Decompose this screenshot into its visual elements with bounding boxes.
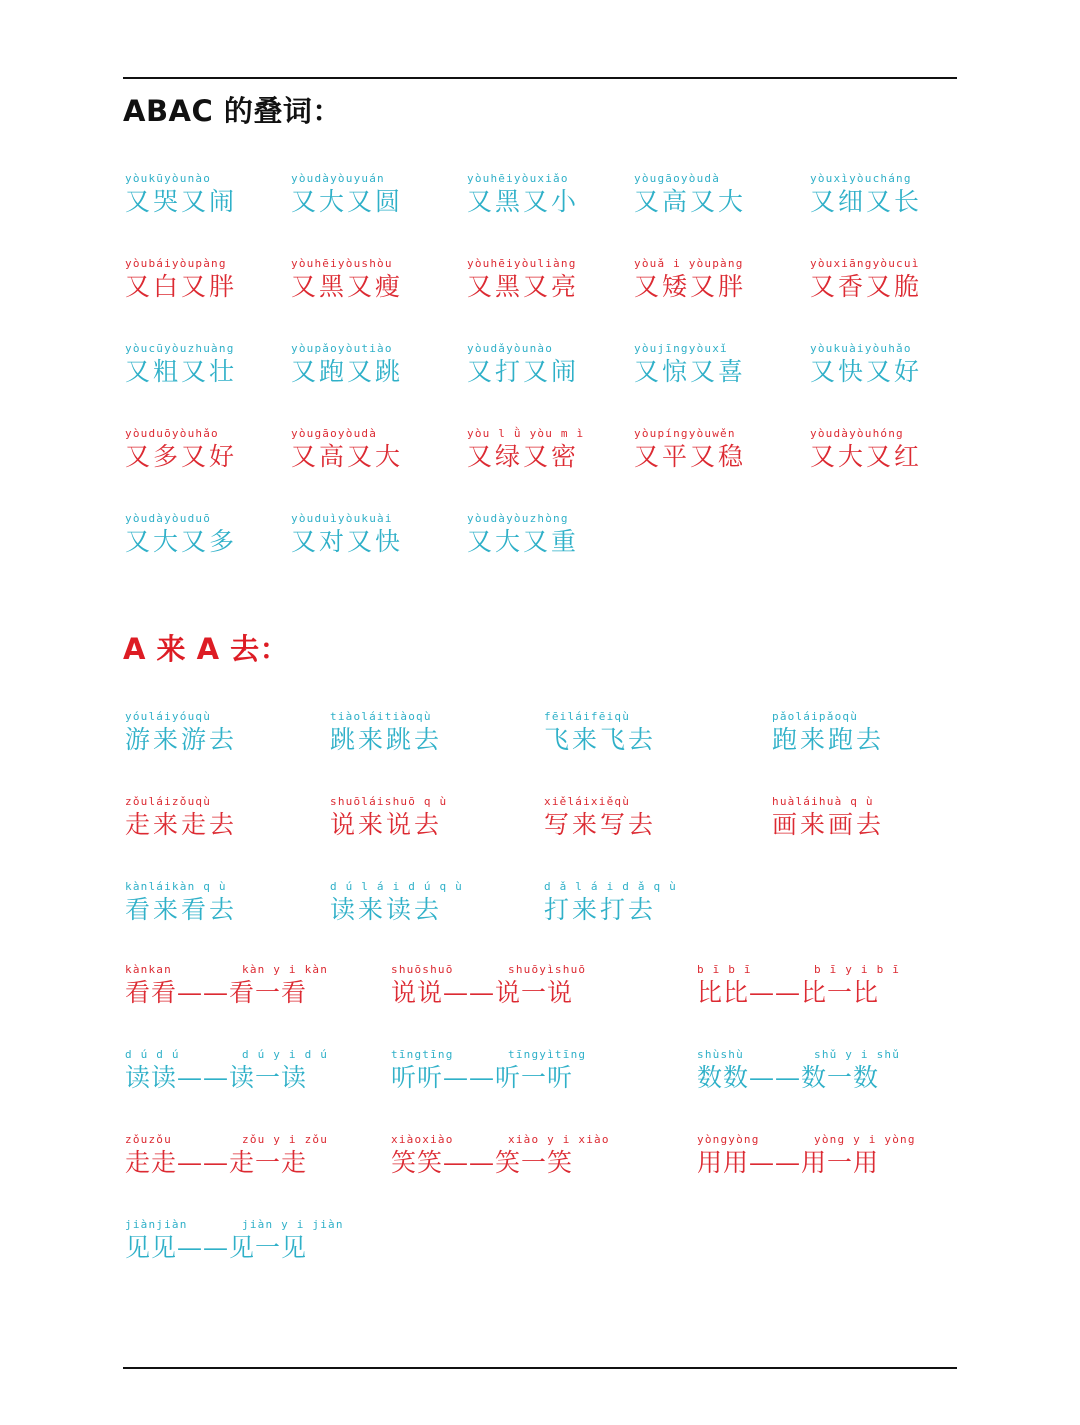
word-text: 又细又长 — [810, 187, 923, 216]
word-text: 又高又大 — [634, 187, 747, 216]
pinyin-label: shǔ y i shǔ — [814, 1048, 901, 1061]
pinyin-label: yòukuàiyòuhǎo — [810, 342, 912, 355]
word-text: 说说——说一说 — [391, 978, 574, 1007]
word-text: 游来游去 — [125, 725, 238, 754]
pinyin-label: kàn y i kàn — [242, 963, 329, 976]
word-text: 又粗又壮 — [125, 357, 238, 386]
word-text: 又打又闹 — [467, 357, 580, 386]
pinyin-label: yòudàyòuzhòng — [467, 512, 569, 525]
word-item — [330, 880, 570, 925]
word-item — [330, 710, 570, 755]
pinyin-label: yòuhēiyòuxiǎo — [467, 172, 569, 185]
pinyin-label: tīngtīng — [391, 1048, 454, 1061]
word-text: 打来打去 — [544, 895, 657, 924]
word-text: 笑笑——笑一笑 — [391, 1148, 574, 1177]
pinyin-label: zǒuláizǒuqù — [125, 795, 212, 808]
pinyin-label: d ú d ú — [125, 1048, 180, 1061]
word-text: 画来画去 — [772, 810, 885, 839]
pinyin-label: yòu l ǜ yòu m ì — [467, 427, 585, 440]
word-text: 用用——用一用 — [697, 1148, 880, 1177]
pinyin-label: tiàoláitiàoqù — [330, 710, 432, 723]
section1-heading: ABAC 的叠词： — [123, 94, 342, 128]
top-rule — [123, 77, 957, 79]
word-text: 走走——走一走 — [125, 1148, 308, 1177]
word-text: 走来走去 — [125, 810, 238, 839]
word-text: 又大又重 — [467, 527, 580, 556]
word-pair — [391, 963, 691, 1023]
word-text: 又黑又亮 — [467, 272, 580, 301]
word-pair — [125, 1133, 425, 1193]
word-item — [467, 512, 707, 557]
word-pair — [697, 1048, 997, 1108]
pinyin-label: d ú y i d ú — [242, 1048, 329, 1061]
word-item — [330, 795, 570, 840]
pinyin-label: yòuhēiyòuliàng — [467, 257, 577, 270]
pinyin-label: tīngyìtīng — [508, 1048, 587, 1061]
pinyin-label: b ī y i b ī — [814, 963, 901, 976]
pinyin-label: fēiláifēiqù — [544, 710, 631, 723]
word-pair — [697, 963, 997, 1023]
pinyin-label: shùshù — [697, 1048, 744, 1061]
word-text: 见见——见一见 — [125, 1233, 308, 1262]
word-text: 数数——数一数 — [697, 1063, 880, 1092]
word-pair — [125, 963, 425, 1023]
word-text: 又黑又瘦 — [291, 272, 404, 301]
word-pair — [125, 1218, 425, 1278]
pinyin-label: yòugāoyòudà — [291, 427, 378, 440]
word-text: 又对又快 — [291, 527, 404, 556]
pinyin-label: yòudàyòuduō — [125, 512, 212, 525]
word-item — [772, 710, 1012, 755]
word-text: 又黑又小 — [467, 187, 580, 216]
pinyin-label: yóuláiyóuqù — [125, 710, 212, 723]
word-item — [125, 710, 365, 755]
pinyin-label: kànkan — [125, 963, 172, 976]
word-text: 看来看去 — [125, 895, 238, 924]
pinyin-label: jiànjiàn — [125, 1218, 188, 1231]
word-text: 跳来跳去 — [330, 725, 443, 754]
word-text: 听听——听一听 — [391, 1063, 574, 1092]
word-text: 比比——比一比 — [697, 978, 880, 1007]
pinyin-label: zǒuzǒu — [125, 1133, 172, 1146]
pinyin-label: yòukūyòunào — [125, 172, 212, 185]
word-item — [544, 795, 784, 840]
pinyin-label: pǎoláipǎoqù — [772, 710, 859, 723]
word-text: 又香又脆 — [810, 272, 923, 301]
pinyin-label: shuōyìshuō — [508, 963, 587, 976]
word-text: 又大又多 — [125, 527, 238, 556]
word-pair — [697, 1133, 997, 1193]
word-item — [810, 257, 1050, 302]
section2-heading: A 来 A 去： — [123, 632, 290, 666]
pinyin-label: yòng y i yòng — [814, 1133, 916, 1146]
word-pair — [125, 1048, 425, 1108]
word-text: 又快又好 — [810, 357, 923, 386]
pinyin-label: huàláihuà q ù — [772, 795, 874, 808]
word-text: 又矮又胖 — [634, 272, 747, 301]
pinyin-label: yòugāoyòudà — [634, 172, 721, 185]
word-text: 又跑又跳 — [291, 357, 404, 386]
pinyin-label: xiào y i xiào — [508, 1133, 610, 1146]
word-item — [772, 795, 1012, 840]
word-text: 又高又大 — [291, 442, 404, 471]
pinyin-label: yòujīngyòuxǐ — [634, 342, 728, 355]
pinyin-label: yòudǎyòunào — [467, 342, 554, 355]
pinyin-label: yòuxiāngyòucuì — [810, 257, 920, 270]
pinyin-label: shuōshuō — [391, 963, 454, 976]
word-item — [125, 880, 365, 925]
pinyin-label: d ú l á i d ú q ù — [330, 880, 463, 893]
pinyin-label: yòuhēiyòushòu — [291, 257, 393, 270]
pinyin-label: yòuduōyòuhǎo — [125, 427, 219, 440]
word-text: 又大又红 — [810, 442, 923, 471]
pinyin-label: yòucūyòuzhuàng — [125, 342, 235, 355]
pinyin-label: d ǎ l á i d ǎ q ù — [544, 880, 677, 893]
word-text: 又惊又喜 — [634, 357, 747, 386]
word-text: 看看——看一看 — [125, 978, 308, 1007]
pinyin-label: yòupǎoyòutiào — [291, 342, 393, 355]
word-text: 又哭又闹 — [125, 187, 238, 216]
pinyin-label: yòudàyòuhóng — [810, 427, 904, 440]
pinyin-label: shuōláishuō q ù — [330, 795, 448, 808]
word-pair — [391, 1048, 691, 1108]
word-text: 又平又稳 — [634, 442, 747, 471]
word-text: 读来读去 — [330, 895, 443, 924]
word-text: 又绿又密 — [467, 442, 580, 471]
word-item — [544, 880, 784, 925]
word-item — [125, 795, 365, 840]
word-pair — [391, 1133, 691, 1193]
pinyin-label: xiěláixiěqù — [544, 795, 631, 808]
pinyin-label: yòuduìyòukuài — [291, 512, 393, 525]
pinyin-label: yòubáiyòupàng — [125, 257, 227, 270]
word-item — [810, 342, 1050, 387]
word-text: 读读——读一读 — [125, 1063, 308, 1092]
word-text: 飞来飞去 — [544, 725, 657, 754]
word-item — [544, 710, 784, 755]
pinyin-label: jiàn y i jiàn — [242, 1218, 344, 1231]
word-text: 说来说去 — [330, 810, 443, 839]
word-item — [810, 172, 1050, 217]
word-text: 又多又好 — [125, 442, 238, 471]
pinyin-label: yòupíngyòuwěn — [634, 427, 736, 440]
word-text: 又白又胖 — [125, 272, 238, 301]
pinyin-label: b ī b ī — [697, 963, 752, 976]
word-text: 写来写去 — [544, 810, 657, 839]
pinyin-label: zǒu y i zǒu — [242, 1133, 329, 1146]
pinyin-label: yòuǎ i yòupàng — [634, 257, 744, 270]
word-text: 跑来跑去 — [772, 725, 885, 754]
bottom-rule — [123, 1367, 957, 1369]
word-item — [810, 427, 1050, 472]
pinyin-label: xiàoxiào — [391, 1133, 454, 1146]
pinyin-label: yòuxìyòucháng — [810, 172, 912, 185]
pinyin-label: kànláikàn q ù — [125, 880, 227, 893]
pinyin-label: yòudàyòuyuán — [291, 172, 385, 185]
pinyin-label: yòngyòng — [697, 1133, 760, 1146]
word-text: 又大又圆 — [291, 187, 404, 216]
